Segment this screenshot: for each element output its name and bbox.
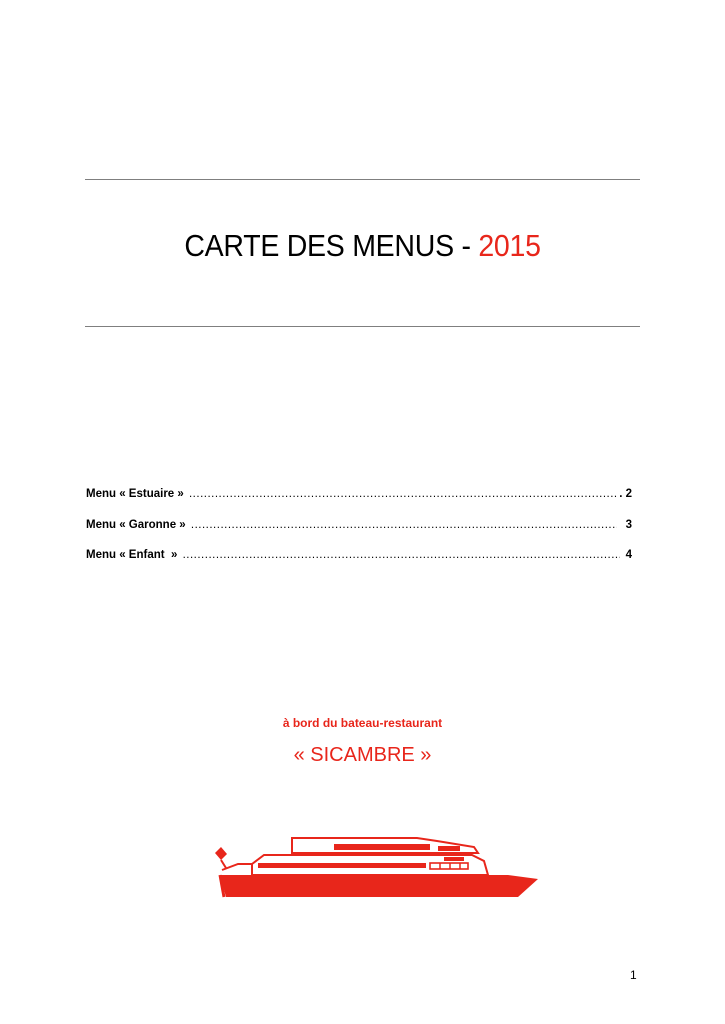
toc-leader (183, 549, 621, 561)
toc-entry-garonne[interactable] (86, 519, 632, 539)
page-title (29, 228, 696, 264)
toc-entry-enfant[interactable] (86, 549, 632, 569)
toc-label: Menu « Garonne » (86, 518, 189, 531)
table-of-contents (86, 488, 632, 580)
toc-page-number: 3 (619, 518, 632, 531)
toc-label: Menu « Estuaire » (86, 488, 187, 500)
flag-icon (215, 847, 227, 860)
page-number: 1 (630, 968, 637, 982)
bottom-rule (85, 326, 640, 327)
aboard-caption: à bord du bateau-restaurant (282, 716, 443, 730)
boat-name: « SICAMBRE » (293, 744, 432, 766)
toc-label: Menu « Enfant » (86, 549, 181, 561)
toc-entry-estuaire[interactable] (86, 488, 632, 508)
toc-page-number: . 2 (619, 488, 632, 500)
toc-page-number: 4 (622, 549, 632, 561)
toc-leader (191, 519, 617, 531)
boat-illustration (212, 833, 542, 899)
toc-leader (189, 488, 617, 500)
top-rule (85, 179, 640, 180)
title-year: 2015 (478, 228, 541, 263)
title-text: CARTE DES MENUS - (184, 228, 479, 263)
